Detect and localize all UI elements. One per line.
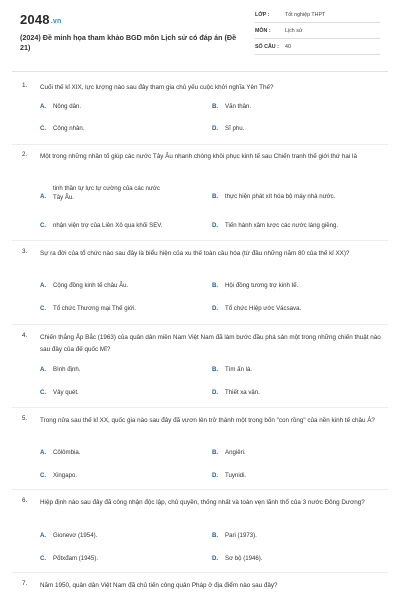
question-number: 4. bbox=[22, 332, 28, 339]
question-text: Trong nửa sau thế kỉ XX, quốc gia nào sau đây đã vươn lên trở thành một trong bốn "con rồng" của nền kinh tế châu Á? bbox=[40, 417, 375, 424]
meta-label: MÔN : bbox=[255, 28, 271, 34]
option-letter: B. bbox=[212, 366, 219, 373]
option-text: Sơ bộ (1946). bbox=[225, 555, 263, 562]
option-text: Angiêri. bbox=[225, 449, 246, 456]
question-divider bbox=[12, 240, 388, 241]
question-number: 5. bbox=[22, 415, 28, 422]
option-letter: D. bbox=[212, 222, 219, 229]
option-letter: A. bbox=[40, 193, 47, 200]
option-text: Gionevơ (1954). bbox=[53, 532, 98, 539]
option-text: Sĩ phu. bbox=[225, 125, 245, 132]
meta-value[interactable]: Lịch sử bbox=[285, 28, 303, 34]
question-divider bbox=[12, 572, 388, 573]
option-text: Văn thân. bbox=[225, 103, 252, 110]
question-divider bbox=[12, 324, 388, 325]
meta-value[interactable]: Tốt nghiệp THPT bbox=[285, 12, 326, 18]
meta-row-subject bbox=[255, 26, 380, 39]
question-divider bbox=[12, 407, 388, 408]
meta-label: SỐ CÂU : bbox=[255, 44, 279, 50]
option-letter: A. bbox=[40, 449, 47, 456]
meta-value: 40 bbox=[285, 44, 291, 50]
question-text: Cuối thế kỉ XIX, lực lượng nào sau đây tham gia chủ yếu cuộc khởi nghĩa Yên Thế? bbox=[40, 84, 274, 91]
option-letter: C. bbox=[40, 389, 47, 396]
option-letter: C. bbox=[40, 125, 47, 132]
option-letter: B. bbox=[212, 193, 219, 200]
option-letter: B. bbox=[212, 449, 219, 456]
document-meta bbox=[255, 10, 380, 58]
question-number: 6. bbox=[22, 497, 28, 504]
logo-suffix: .vn bbox=[50, 18, 62, 25]
option-letter: B. bbox=[212, 282, 219, 289]
header-divider bbox=[12, 71, 388, 72]
option-text: Nông dân. bbox=[53, 103, 82, 110]
question-text: Năm 1950, quân dân Việt Nam đã chủ tiến công quân Pháp ở địa điểm nào sau đây? bbox=[40, 582, 278, 589]
question-text: Sự ra đời của tổ chức nào sau đây là biểu hiện của xu thế toàn cầu hóa (từ đầu những năm 80 của thế kỉ XX)? bbox=[40, 250, 350, 257]
option-text: Bình định. bbox=[53, 366, 81, 373]
option-text: Pốtxđam (1945). bbox=[53, 555, 99, 562]
option-text: Pari (1973). bbox=[225, 532, 257, 539]
option-text: Cộng đồng kinh tế châu Âu. bbox=[53, 282, 129, 289]
page-header bbox=[0, 0, 400, 68]
question-divider bbox=[12, 144, 388, 145]
option-text: Vây quét. bbox=[53, 389, 79, 396]
option-letter: B. bbox=[212, 532, 219, 539]
question-text: Chiến thắng Ấp Bắc (1963) của quân dân miền Nam Việt Nam đã làm bước đầu phá sản một trong những chiến thuật nào sau đây của đế quốc Mĩ? bbox=[40, 334, 381, 353]
option-letter: A. bbox=[40, 366, 47, 373]
question-divider bbox=[12, 489, 388, 490]
option-text: Xingapo. bbox=[53, 472, 78, 479]
meta-label: LỚP : bbox=[255, 12, 270, 18]
meta-row-count bbox=[255, 42, 380, 55]
option-letter: D. bbox=[212, 555, 219, 562]
option-letter: C. bbox=[40, 472, 47, 479]
option-letter: A. bbox=[40, 532, 47, 539]
question-number: 7. bbox=[22, 580, 28, 587]
option-letter: A. bbox=[40, 282, 47, 289]
option-text: Tìm ấn lá. bbox=[225, 366, 253, 373]
option-letter: D. bbox=[212, 305, 219, 312]
option-text: Tuynidi. bbox=[225, 472, 247, 479]
option-letter: D. bbox=[212, 125, 219, 132]
option-text: Côlômbia. bbox=[53, 449, 81, 456]
meta-row-class bbox=[255, 10, 380, 23]
option-letter: A. bbox=[40, 103, 47, 110]
option-text: Tiến hành xâm lược các nước láng giềng. bbox=[225, 222, 339, 229]
option-letter: C. bbox=[40, 555, 47, 562]
question-number: 3. bbox=[22, 248, 28, 255]
option-text: thực hiện phát xít hóa bộ máy nhà nước. bbox=[225, 193, 336, 200]
option-text: tinh thần tự lực tự cường của các nước Tây Âu. bbox=[53, 185, 160, 201]
question-number: 2. bbox=[22, 151, 28, 158]
logo-text: 2048 bbox=[20, 12, 50, 27]
option-text: Tổ chức Thương mại Thế giới. bbox=[53, 305, 136, 312]
option-letter: C. bbox=[40, 222, 47, 229]
question-text: Một trong những nhân tố giúp các nước Tây Âu nhanh chóng khôi phục kinh tế sau Chiến tranh thế giới thứ hai là bbox=[40, 153, 357, 160]
option-text: Công nhân. bbox=[53, 125, 85, 132]
option-text: nhận viện trợ của Liên Xô qua khối SEV. bbox=[53, 222, 163, 229]
option-letter: D. bbox=[212, 389, 219, 396]
option-letter: B. bbox=[212, 103, 219, 110]
option-text: Tổ chức Hiệp ước Vácsava. bbox=[225, 305, 302, 312]
option-text: Hội đồng tương trợ kinh tế. bbox=[225, 282, 299, 289]
question-text: Hiệp định nào sau đây đã công nhận độc lập, chủ quyền, thống nhất và toàn vẹn lãnh thổ của 3 nước Đông Dương? bbox=[40, 499, 365, 506]
document-title: (2024) Đề minh họa tham khảo BGD môn Lịch sử có đáp án (Đề 21) bbox=[20, 33, 237, 52]
site-logo[interactable] bbox=[20, 12, 61, 27]
option-text: Thiết xa vận. bbox=[225, 389, 260, 396]
option-letter: D. bbox=[212, 472, 219, 479]
option-letter: C. bbox=[40, 305, 47, 312]
question-number: 1. bbox=[22, 82, 28, 89]
